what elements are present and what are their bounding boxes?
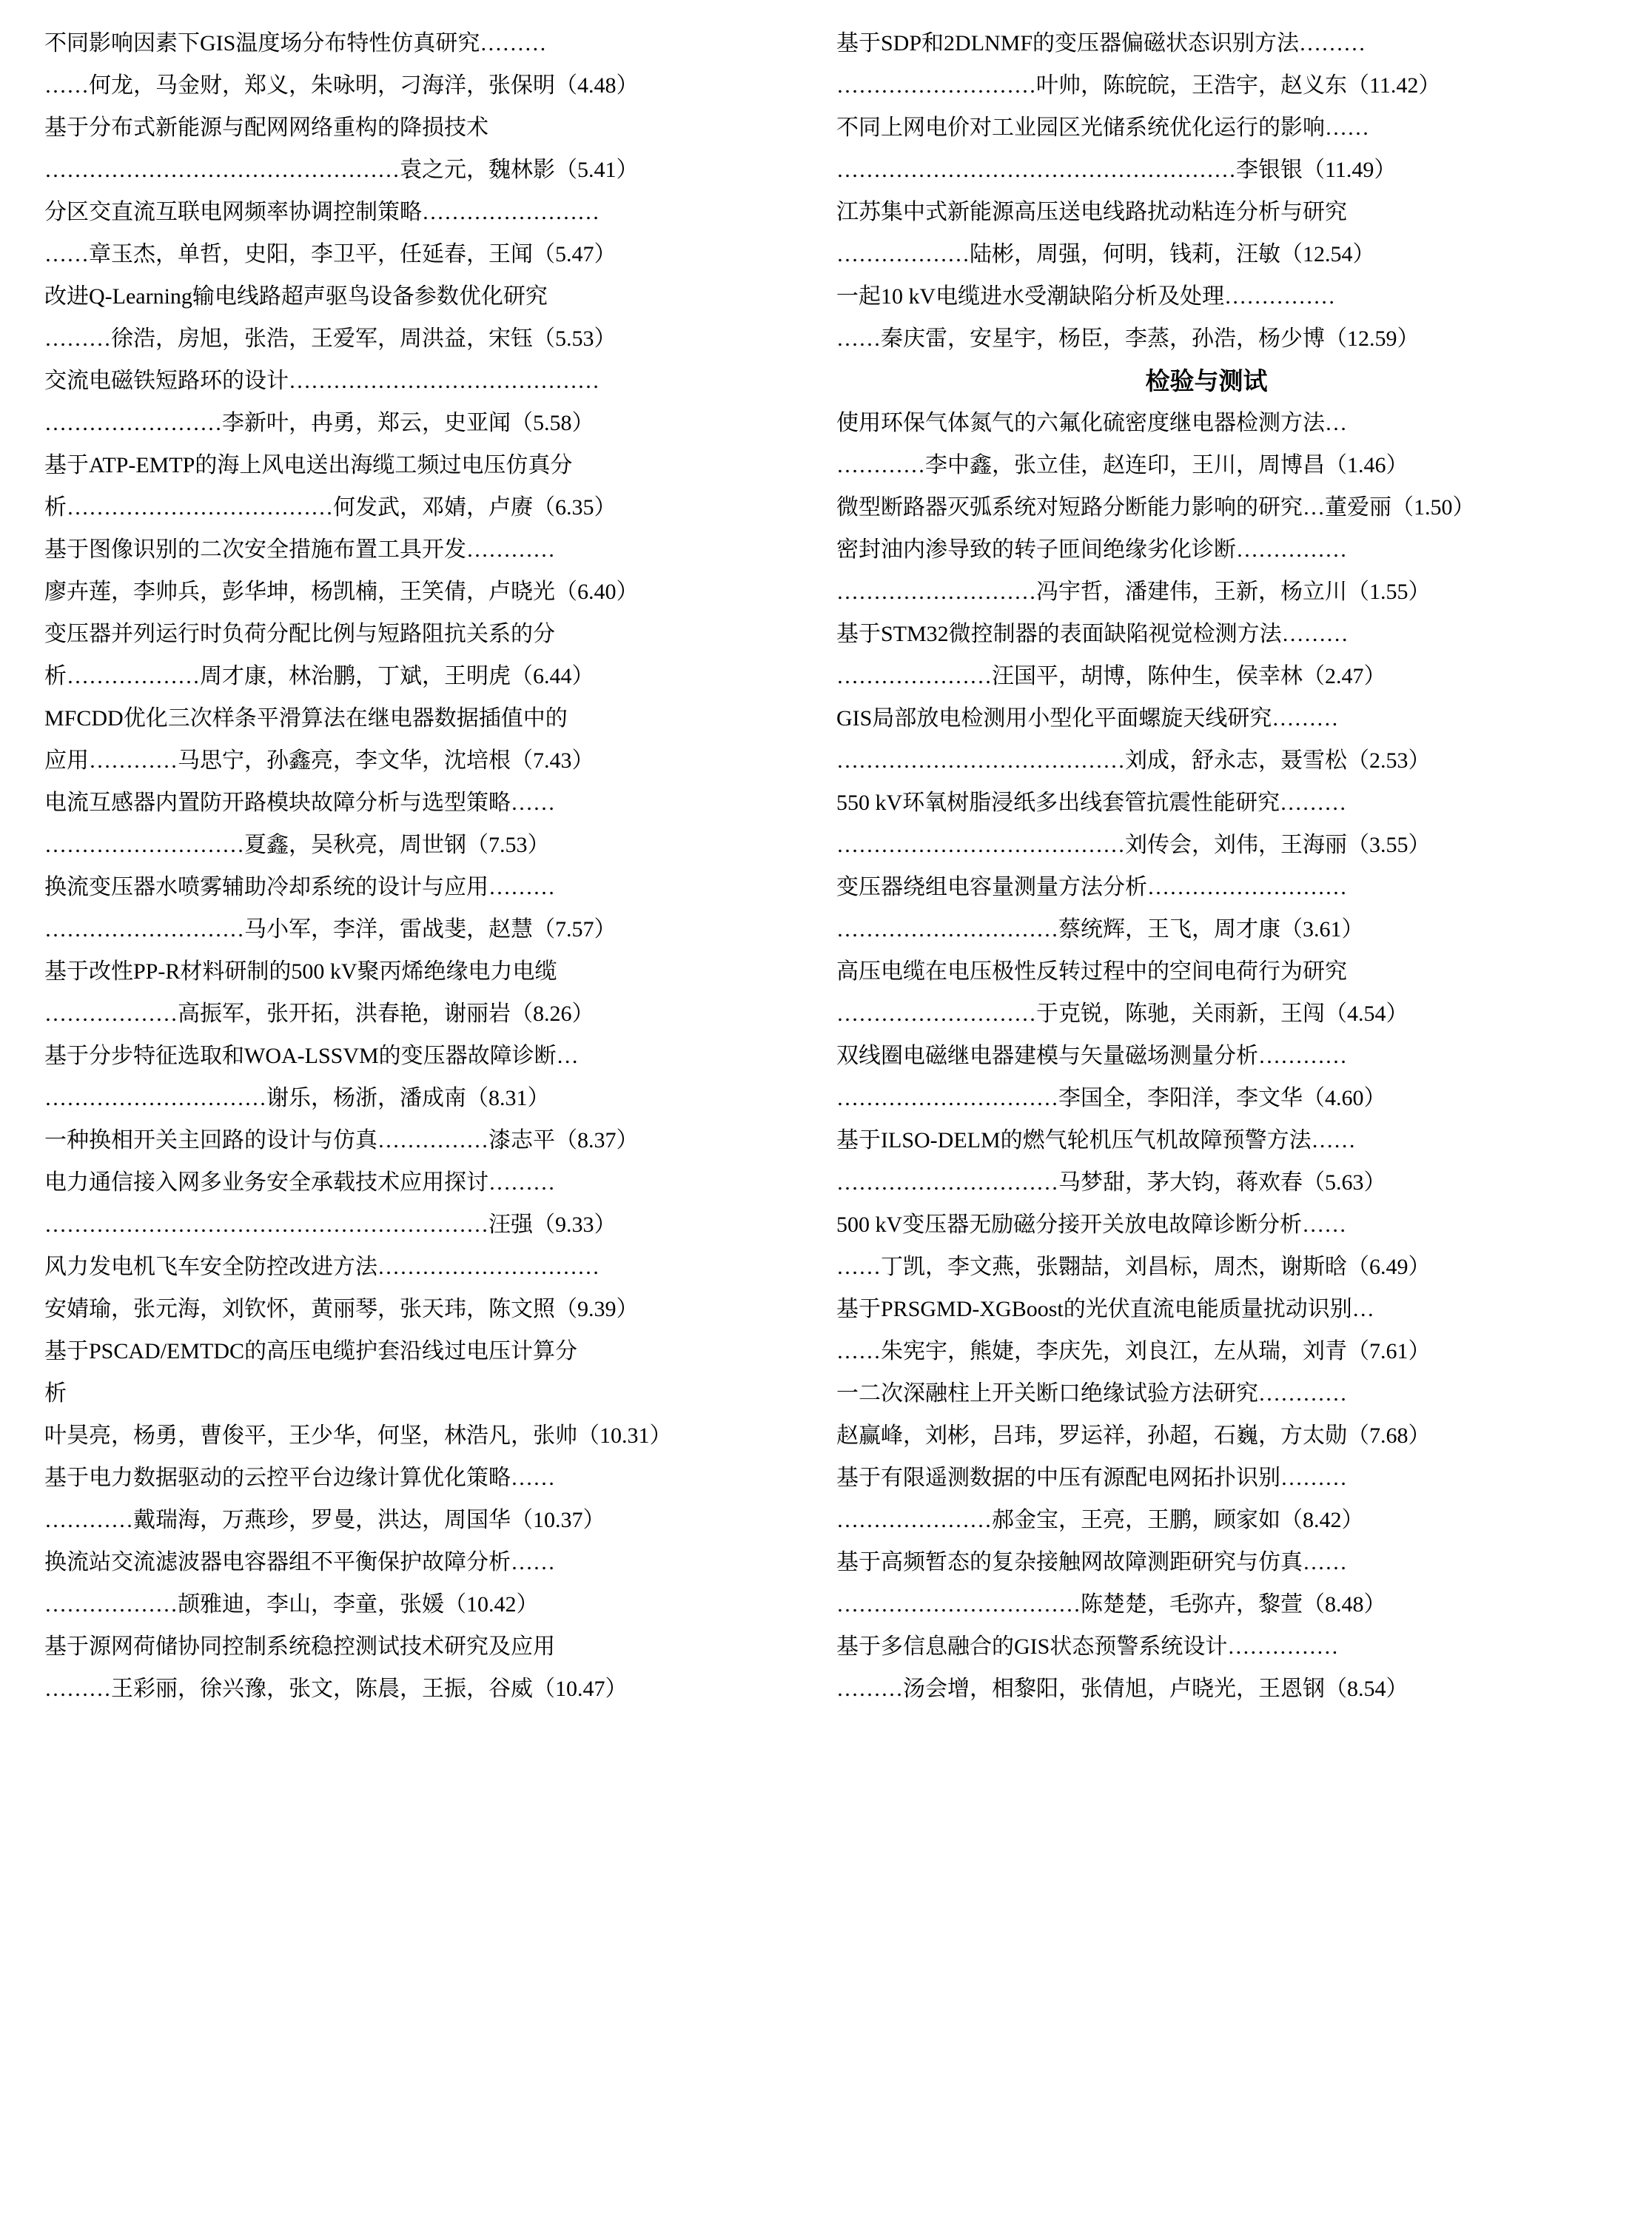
toc-entry-title-line: 基于ATP-EMTP的海上风电送出海缆工频过电压仿真分 [44,453,573,477]
toc-entry-author-line: …………………………………刘传会，刘伟，王海丽（3.55） [836,833,1431,857]
toc-entry-title-line: 基于改性PP-R材料研制的500 kV聚丙烯绝缘电力电缆 [44,959,557,984]
toc-entry-author-line: …………李中鑫，张立佳，赵连印，王川，周博昌（1.46） [836,453,1408,477]
toc-entry-author-line: ………………………叶帅，陈皖皖，王浩宇，赵义东（11.42） [836,73,1441,98]
toc-entry[interactable] [836,950,1577,1035]
toc-entry-author-line: …………………郝金宝，王亮，王鹏，顾家如（8.42） [836,1508,1364,1532]
toc-entry-author-line: ……………………………陈楚楚，毛弥卉，黎萱（8.48） [836,1592,1386,1617]
toc-entry-author-line: …………………………马梦甜，茅大钧，蒋欢春（5.63） [836,1170,1386,1195]
toc-entry[interactable] [836,1457,1577,1541]
toc-entry-title-line: 一起10 kV电缆进水受潮缺陷分析及处理…………… [836,284,1336,309]
toc-entry[interactable] [44,866,785,950]
toc-entry-title-line: 基于多信息融合的GIS状态预警系统设计…………… [836,1634,1339,1659]
toc-entry-author-line: ……丁凯，李文燕，张翾喆，刘昌标，周杰，谢斯晗（6.49） [836,1255,1431,1279]
toc-entry-title-line: 500 kV变压器无励磁分接开关放电故障诊断分析…… [836,1212,1347,1237]
toc-entry[interactable] [44,1541,785,1626]
toc-entry-title-line: 基于电力数据驱动的云控平台边缘计算优化策略…… [44,1466,555,1490]
toc-entry[interactable] [44,1246,785,1330]
toc-entry[interactable] [44,22,785,107]
toc-entry[interactable] [44,444,785,529]
toc-entry-author-line: ……何龙，马金财，郑义，朱咏明，刁海洋，张保明（4.48） [44,73,639,98]
toc-entry-title-line: 基于SDP和2DLNMF的变压器偏磁状态识别方法……… [836,31,1366,56]
toc-entry-author-line: …………………………李国全，李阳洋，李文华（4.60） [836,1086,1386,1110]
toc-entry[interactable] [836,1288,1577,1372]
toc-entry[interactable] [836,275,1577,360]
toc-entry-title-line: 变压器绕组电容量测量方法分析……………………… [836,875,1347,899]
toc-entry[interactable] [44,1161,785,1246]
toc-entry[interactable] [836,22,1577,107]
toc-entry-author-line: ………………颉雅迪，李山，李童，张媛（10.42） [44,1592,539,1617]
toc-entry-author-line: 叶昊亮，杨勇，曹俊平，王少华，何坚，林浩凡，张帅（10.31） [44,1423,672,1448]
toc-entry[interactable] [44,1035,785,1119]
toc-entry[interactable] [836,1204,1577,1288]
toc-entry[interactable] [44,1330,785,1457]
toc-entry-title-line: 基于图像识别的二次安全措施布置工具开发………… [44,537,555,562]
toc-entry-author-line: …………………………蔡统辉，王飞，周才康（3.61） [836,917,1364,942]
toc-entry-author-line: ………………………马小军，李洋，雷战斐，赵慧（7.57） [44,917,617,942]
toc-entry-author-line: ……章玉杰，单哲，史阳，李卫平，任延春，王闻（5.47） [44,242,617,266]
toc-entry[interactable] [44,1626,785,1710]
toc-entry-title-line: 550 kV环氧树脂浸纸多出线套管抗震性能研究……… [836,791,1347,815]
toc-entry-author-line: 赵赢峰，刘彬，吕玮，罗运祥，孙超，石巍，方太勋（7.68） [836,1423,1431,1448]
toc-entry-author-line: ………徐浩，房旭，张浩，王爱军，周洪益，宋钰（5.53） [44,326,617,351]
toc-entry-title-line: 风力发电机飞车安全防控改进方法………………………… [44,1255,600,1279]
toc-entry-author-line: ………………………冯宇哲，潘建伟，王新，杨立川（1.55） [836,580,1431,604]
toc-entry-author-line: ……………………………………………………汪强（9.33） [44,1212,617,1237]
toc-entry-author-line: 应用…………马思宁，孙鑫亮，李文华，沈培根（7.43） [44,748,594,773]
toc-entry[interactable] [836,1035,1577,1119]
toc-entry[interactable] [836,1372,1577,1457]
toc-entry-title-line: 密封油内渗导致的转子匝间绝缘劣化诊断…………… [836,537,1347,562]
toc-entry-author-line: 析………………周才康，林治鹏，丁斌，王明虎（6.44） [44,664,594,688]
toc-entry[interactable] [836,1626,1577,1710]
toc-entry[interactable] [836,107,1577,191]
toc-entry-author-line: ………………………于克锐，陈驰，关雨新，王闯（4.54） [836,1002,1408,1026]
toc-entry-author-line: ………………………………………………李银银（11.49） [836,158,1397,182]
toc-entry-title-line: 换流变压器水喷雾辅助冷却系统的设计与应用……… [44,875,555,899]
toc-entry-title-line: 江苏集中式新能源高压送电线路扰动粘连分析与研究 [836,200,1347,224]
toc-entry-author-line: ……朱宪宇，熊婕，李庆先，刘良江，左从瑞，刘青（7.61） [836,1339,1431,1363]
toc-entry[interactable] [44,360,785,444]
toc-entry-title-line: 不同影响因素下GIS温度场分布特性仿真研究……… [44,31,547,56]
toc-entry-author-line: …………………………………刘成，舒永志，聂雪松（2.53） [836,748,1431,773]
toc-entry-title-line: 基于分布式新能源与配网网络重构的降损技术 [44,115,488,140]
toc-entry-author-line: 安婧瑜，张元海，刘钦怀，黄丽琴，张天玮，陈文照（9.39） [44,1297,639,1321]
toc-entry[interactable] [44,1119,785,1161]
right-column [836,22,1577,2199]
toc-entry-author-line: ………………………夏鑫，吴秋亮，周世钢（7.53） [44,833,550,857]
toc-entry[interactable] [836,1119,1577,1204]
left-column [44,22,785,2199]
toc-entry[interactable] [44,107,785,191]
toc-entry-title-line: 不同上网电价对工业园区光储系统优化运行的影响…… [836,115,1369,140]
toc-entry-title-line: 改进Q-Learning输电线路超声驱鸟设备参数优化研究 [44,284,548,309]
toc-entry-author-line: …………戴瑞海，万燕珍，罗曼，洪达，周国华（10.37） [44,1508,605,1532]
toc-entry-author-line: ……………………李新叶，冉勇，郑云，史亚闻（5.58） [44,411,594,435]
toc-entry-title-line: 高压电缆在电压极性反转过程中的空间电荷行为研究 [836,959,1347,984]
toc-entry-title-line: 基于高频暂态的复杂接触网故障测距研究与仿真…… [836,1550,1347,1574]
toc-entry-title-line: 基于分步特征选取和WOA-LSSVM的变压器故障诊断… [44,1044,579,1068]
toc-entry-author-line: …………………………………………袁之元，魏林影（5.41） [44,158,639,182]
toc-entry-title-line: 交流电磁铁短路环的设计…………………………………… [44,369,600,393]
toc-entry[interactable] [44,191,785,275]
toc-entry[interactable] [836,613,1577,697]
toc-entry-author-line: …………………汪国平，胡博，陈仲生，侯幸林（2.47） [836,664,1386,688]
toc-entry-author-line: ……秦庆雷，安星宇，杨臣，李蒸，孙浩，杨少博（12.59） [836,326,1420,351]
toc-entry-title-line: 基于STM32微控制器的表面缺陷视觉检测方法……… [836,622,1349,646]
toc-entry-author-line: ………………高振军，张开拓，洪春艳，谢丽岩（8.26） [44,1002,594,1026]
toc-entry-author-line: ………汤会增，相黎阳，张倩旭，卢晓光，王恩钢（8.54） [836,1677,1408,1701]
toc-entry-title-line: 分区交直流互联电网频率协调控制策略…………………… [44,200,600,224]
toc-entry-title-line: GIS局部放电检测用小型化平面螺旋天线研究……… [836,706,1339,731]
toc-entry[interactable] [836,191,1577,275]
toc-entry-title-line: 基于ILSO-DELM的燃气轮机压气机故障预警方法…… [836,1128,1356,1153]
toc-entry[interactable] [836,697,1577,782]
toc-entry[interactable] [44,275,785,360]
toc-entry-title-line: 基于源网荷储协同控制系统稳控测试技术研究及应用 [44,1634,555,1659]
toc-entry[interactable] [836,782,1577,866]
toc-entry-author-line: 析 [44,1381,67,1406]
toc-entry-title-line: 基于PRSGMD-XGBoost的光伏直流电能质量扰动识别… [836,1297,1374,1321]
toc-entry-title-line: 微型断路器灭弧系统对短路分断能力影响的研究…董爱丽（1.50） [836,495,1475,520]
toc-entry-author-line: 析………………………………何发武，邓婧，卢赓（6.35） [44,495,617,520]
toc-entry-author-line: …………………………谢乐，杨浙，潘成南（8.31） [44,1086,550,1110]
toc-entry-title-line: 一种换相开关主回路的设计与仿真……………漆志平（8.37） [44,1128,639,1153]
toc-entry[interactable] [836,402,1577,486]
toc-entry[interactable] [836,866,1577,950]
toc-entry-title-line: 基于PSCAD/EMTDC的高压电缆护套沿线过电压计算分 [44,1339,578,1363]
toc-entry[interactable] [836,529,1577,613]
toc-entry-title-line: 变压器并列运行时负荷分配比例与短路阻抗关系的分 [44,622,555,646]
toc-entry[interactable] [44,1457,785,1541]
toc-entry[interactable] [44,782,785,866]
section-heading: 检验与测试 [1145,367,1268,395]
toc-entry-title-line: 换流站交流滤波器电容器组不平衡保护故障分析…… [44,1550,555,1574]
toc-entry[interactable] [44,529,785,613]
toc-entry[interactable] [836,1541,1577,1626]
toc-entry[interactable] [44,950,785,1035]
toc-entry-author-line: ………………陆彬，周强，何明，钱莉，汪敏（12.54） [836,242,1375,266]
toc-entry-author-line: 廖卉莲，李帅兵，彭华坤，杨凯楠，王笑倩，卢晓光（6.40） [44,580,639,604]
toc-entry[interactable] [44,613,785,697]
toc-entry[interactable] [44,697,785,782]
toc-entry-title-line: 一二次深融柱上开关断口绝缘试验方法研究………… [836,1381,1347,1406]
toc-entry-title-line: MFCDD优化三次样条平滑算法在继电器数据插值中的 [44,706,568,731]
toc-entry-title-line: 双线圈电磁继电器建模与矢量磁场测量分析………… [836,1044,1347,1068]
toc-entry[interactable] [836,486,1577,529]
toc-entry-title-line: 使用环保气体氮气的六氟化硫密度继电器检测方法… [836,411,1347,435]
toc-columns [44,22,1608,2199]
toc-entry-title-line: 基于有限遥测数据的中压有源配电网拓扑识别……… [836,1466,1347,1490]
toc-entry-title-line: 电力通信接入网多业务安全承载技术应用探讨……… [44,1170,555,1195]
toc-entry-title-line: 电流互感器内置防开路模块故障分析与选型策略…… [44,791,555,815]
toc-entry-author-line: ………王彩丽，徐兴豫，张文，陈晨，王振，谷威（10.47） [44,1677,628,1701]
